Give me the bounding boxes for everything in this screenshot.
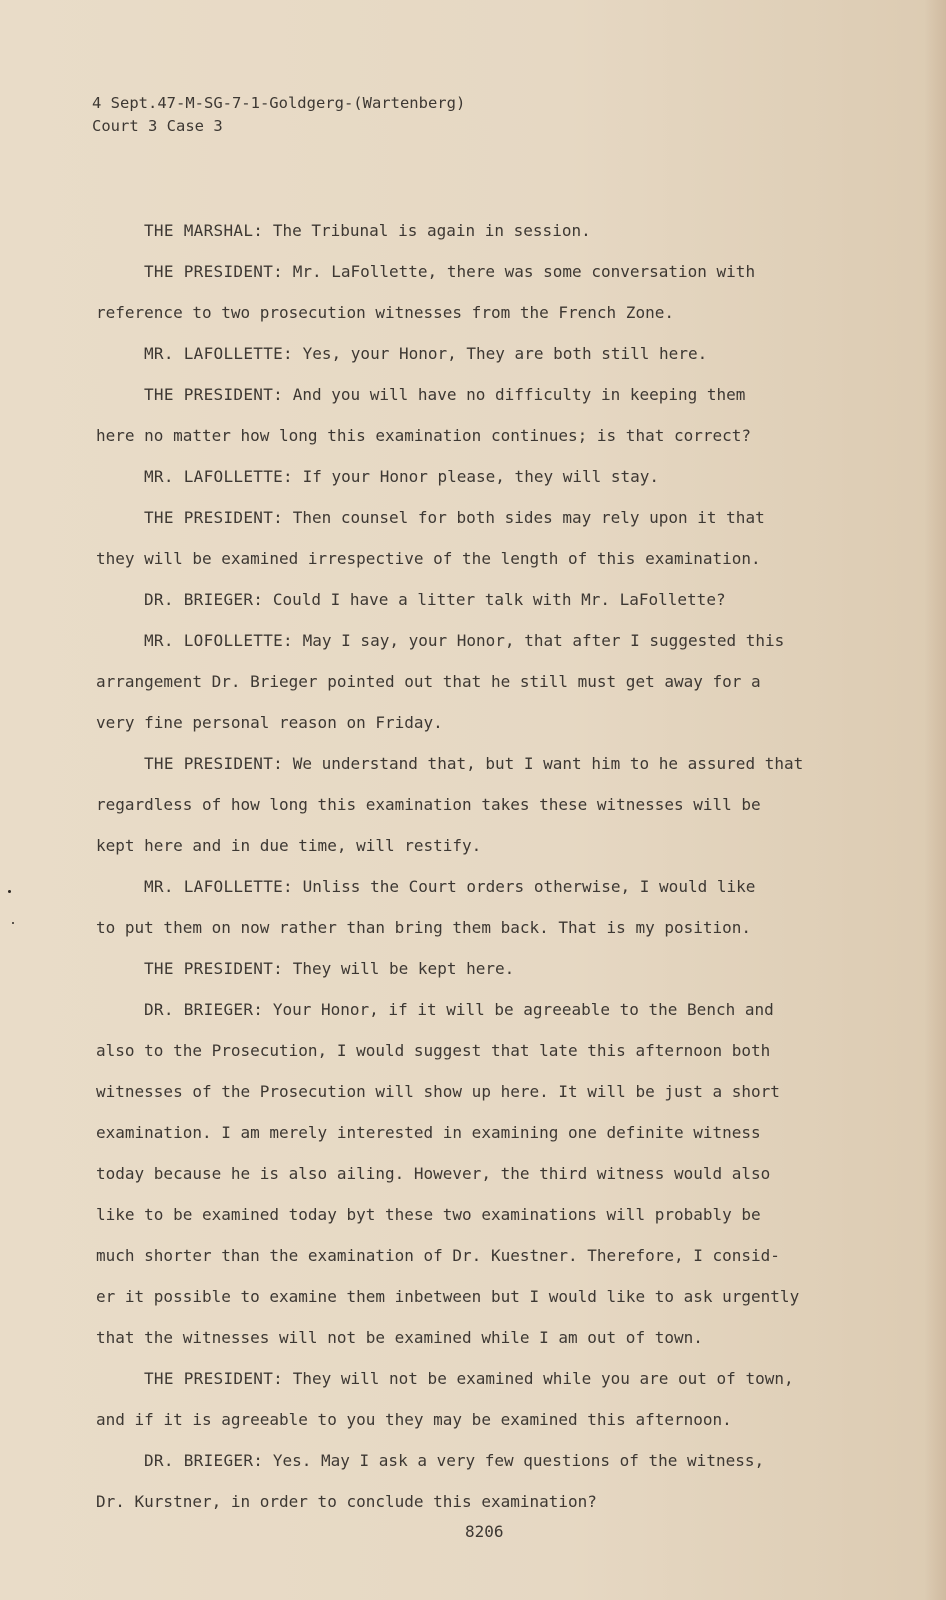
continuation-line bbox=[96, 702, 856, 743]
speaker-line bbox=[96, 1440, 856, 1481]
continuation-line bbox=[96, 1276, 856, 1317]
line-text: also to the Prosecution, I would suggest that late this afternoon both bbox=[96, 1041, 771, 1060]
line-text: examination. I am merely interested in examining one definite witness bbox=[96, 1123, 761, 1142]
continuation-line bbox=[96, 1317, 856, 1358]
continuation-line bbox=[96, 1030, 856, 1071]
line-text: kept here and in due time, will restify. bbox=[96, 836, 482, 855]
line-text: witnesses of the Prosecution will show up here. It will be just a short bbox=[96, 1082, 780, 1101]
continuation-line bbox=[96, 415, 856, 456]
line-text: that the witnesses will not be examined while I am out of town. bbox=[96, 1328, 703, 1347]
continuation-line bbox=[96, 292, 856, 333]
document-header bbox=[92, 92, 465, 138]
speaker-line bbox=[96, 1358, 856, 1399]
margin-speck bbox=[12, 922, 14, 924]
line-text: they will be examined irrespective of the length of this examination. bbox=[96, 549, 761, 568]
speaker-line bbox=[96, 866, 856, 907]
continuation-line bbox=[96, 1235, 856, 1276]
line-text: Could I have a litter talk with Mr. LaFollette? bbox=[263, 590, 726, 609]
speaker-label: THE PRESIDENT: bbox=[144, 959, 284, 978]
speaker-label: MR. LAFOLLETTE: bbox=[144, 467, 293, 486]
speaker-label: THE PRESIDENT: bbox=[144, 754, 284, 773]
continuation-line bbox=[96, 1194, 856, 1235]
line-text: to put them on now rather than bring them back. That is my position. bbox=[96, 918, 752, 937]
line-text: Mr. LaFollette, there was some conversation with bbox=[283, 262, 756, 281]
speaker-label: THE PRESIDENT: bbox=[144, 262, 284, 281]
speaker-line bbox=[96, 620, 856, 661]
line-text: like to be examined today byt these two examinations will probably be bbox=[96, 1205, 761, 1224]
line-text: And you will have no difficulty in keeping them bbox=[283, 385, 746, 404]
continuation-line bbox=[96, 1071, 856, 1112]
page-number: 8206 bbox=[465, 1522, 504, 1541]
speaker-label: THE MARSHAL: bbox=[144, 221, 264, 240]
line-text: Your Honor, if it will be agreeable to the Bench and bbox=[263, 1000, 774, 1019]
speaker-line bbox=[96, 497, 856, 538]
line-text: reference to two prosecution witnesses from the French Zone. bbox=[96, 303, 674, 322]
line-text: Unliss the Court orders otherwise, I would like bbox=[293, 877, 756, 896]
continuation-line bbox=[96, 1399, 856, 1440]
speaker-line bbox=[96, 333, 856, 374]
speaker-line bbox=[96, 579, 856, 620]
continuation-line bbox=[96, 784, 856, 825]
speaker-label: THE PRESIDENT: bbox=[144, 508, 284, 527]
speaker-label: DR. BRIEGER: bbox=[144, 1451, 264, 1470]
speaker-line bbox=[96, 456, 856, 497]
line-text: today because he is also ailing. However, the third witness would also bbox=[96, 1164, 771, 1183]
continuation-line bbox=[96, 907, 856, 948]
line-text: We understand that, but I want him to he assured that bbox=[283, 754, 804, 773]
line-text: Yes, your Honor, They are both still here. bbox=[293, 344, 708, 363]
line-text: much shorter than the examination of Dr. Kuestner. Therefore, I consid- bbox=[96, 1246, 780, 1265]
line-text: They will be kept here. bbox=[283, 959, 515, 978]
speaker-line bbox=[96, 251, 856, 292]
continuation-line bbox=[96, 1112, 856, 1153]
line-text: here no matter how long this examination continues; is that correct? bbox=[96, 426, 752, 445]
line-text: Then counsel for both sides may rely upon it that bbox=[283, 508, 765, 527]
speaker-label: THE PRESIDENT: bbox=[144, 385, 284, 404]
speaker-line bbox=[96, 374, 856, 415]
continuation-line bbox=[96, 661, 856, 702]
speaker-label: THE PRESIDENT: bbox=[144, 1369, 284, 1388]
transcript-body bbox=[96, 210, 856, 1522]
continuation-line bbox=[96, 825, 856, 866]
speaker-line bbox=[96, 210, 856, 251]
line-text: They will not be examined while you are out of town, bbox=[283, 1369, 794, 1388]
speaker-label: MR. LAFOLLETTE: bbox=[144, 877, 293, 896]
header-reference: 4 Sept.47-M-SG-7-1-Goldgerg-(Wartenberg) bbox=[92, 94, 466, 112]
speaker-label: DR. BRIEGER: bbox=[144, 1000, 264, 1019]
continuation-line bbox=[96, 1153, 856, 1194]
line-text: Yes. May I ask a very few questions of the witness, bbox=[263, 1451, 765, 1470]
line-text: very fine personal reason on Friday. bbox=[96, 713, 443, 732]
speaker-label: MR. LAFOLLETTE: bbox=[144, 344, 293, 363]
line-text: May I say, your Honor, that after I suggested this bbox=[293, 631, 785, 650]
line-text: If your Honor please, they will stay. bbox=[293, 467, 660, 486]
margin-speck bbox=[8, 890, 11, 893]
line-text: and if it is agreeable to you they may be examined this afternoon. bbox=[96, 1410, 732, 1429]
continuation-line bbox=[96, 538, 856, 579]
paper-edge-shadow bbox=[924, 0, 946, 1600]
speaker-label: DR. BRIEGER: bbox=[144, 590, 264, 609]
header-court: Court 3 Case 3 bbox=[92, 117, 223, 135]
line-text: regardless of how long this examination takes these witnesses will be bbox=[96, 795, 761, 814]
continuation-line bbox=[96, 1481, 856, 1522]
line-text: arrangement Dr. Brieger pointed out that he still must get away for a bbox=[96, 672, 761, 691]
speaker-line bbox=[96, 989, 856, 1030]
line-text: The Tribunal is again in session. bbox=[263, 221, 591, 240]
speaker-label: MR. LOFOLLETTE: bbox=[144, 631, 293, 650]
line-text: er it possible to examine them inbetween but I would like to ask urgently bbox=[96, 1287, 800, 1306]
speaker-line bbox=[96, 743, 856, 784]
line-text: Dr. Kurstner, in order to conclude this examination? bbox=[96, 1492, 597, 1511]
speaker-line bbox=[96, 948, 856, 989]
